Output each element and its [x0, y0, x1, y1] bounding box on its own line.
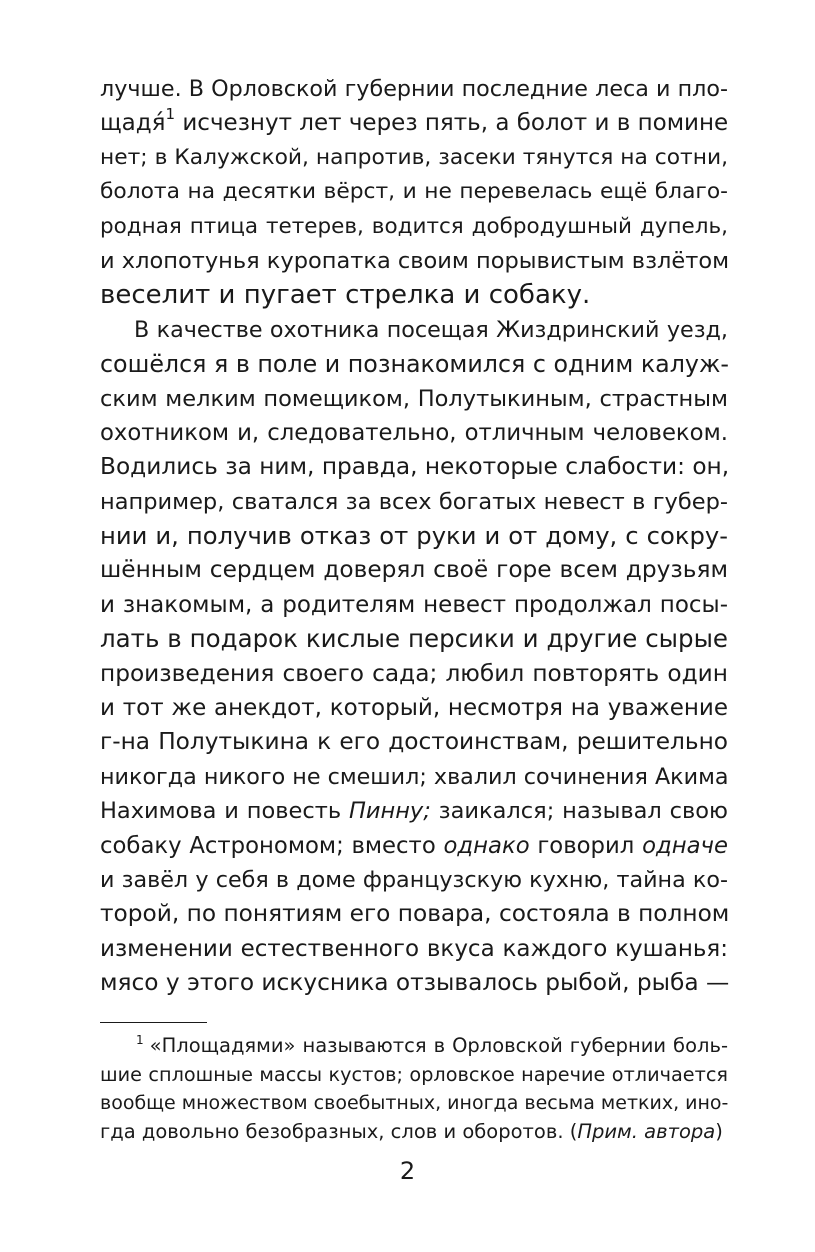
text-run: произведения своего сада; любил повторять один — [100, 659, 728, 687]
text-run: лучше. В Орловской губернии последние леса и пло- — [100, 76, 728, 102]
text-line — [100, 622, 728, 656]
italic-text: Прим. автора — [577, 1119, 716, 1143]
text-line — [100, 347, 728, 381]
text-run: ским мелким помещиком, Полутыкиным, страстным — [100, 385, 728, 412]
text-run: лать в подарок кислые персики и другие сырые — [100, 624, 728, 654]
text-run: «Площадями» называются в Орловской губернии боль- — [149, 1034, 728, 1057]
footnote-reference: 1 — [165, 105, 176, 124]
text-line — [100, 519, 728, 553]
text-line — [100, 966, 728, 1000]
text-line — [100, 382, 728, 416]
text-run: и знакомым, а родителям невест продолжал посы- — [100, 591, 728, 618]
text-run: никогда никого не смешил; хвалил сочинения Акима — [100, 763, 729, 790]
text-run: говорил — [529, 832, 643, 859]
italic-text: Пинну; — [348, 798, 431, 825]
text-run: собаку Астрономом; вместо — [100, 832, 444, 859]
text-run: исчезнут лет через пять, а болот и в помине — [175, 110, 729, 137]
text-line — [100, 760, 728, 794]
text-line — [100, 416, 728, 450]
text-run: В качестве охотника посещая Жиздринский уезд, — [134, 316, 728, 343]
text-line — [100, 863, 728, 897]
text-line — [100, 141, 728, 175]
text-line — [100, 278, 728, 312]
text-line — [100, 72, 728, 106]
text-line — [100, 691, 728, 725]
text-run: и хлопотунья куропатка своим порывистым взлётом — [100, 247, 730, 274]
text-run: мясо у этого искусника отзывалось рыбой, рыба — — [100, 969, 730, 997]
italic-text: одначе — [642, 832, 728, 859]
text-run: гда довольно безобразных, слов и оборотов. ( — [100, 1119, 578, 1143]
text-run: нет; в Калужской, напротив, засеки тянутся на сотни, — [100, 144, 728, 170]
text-line — [100, 553, 728, 587]
footnote-line — [100, 1118, 728, 1147]
text-run: Нахимова и повесть — [100, 798, 349, 825]
text-line — [100, 106, 728, 140]
text-line — [100, 725, 728, 759]
text-run: родная птица тетерев, водится добродушный дупель, — [100, 213, 728, 239]
text-run: веселит и пугает стрелка и собаку. — [100, 280, 591, 311]
text-line — [100, 932, 728, 966]
text-run: г-на Полутыкина к его достоинствам, решительно — [100, 728, 728, 756]
footnote-separator — [100, 1022, 207, 1023]
text-run: и тот же анекдот, который, несмотря на уважение — [100, 695, 728, 722]
text-line — [100, 794, 728, 828]
text-run: охотником и, следовательно, отличным человеком. — [100, 419, 728, 446]
footnote — [100, 1032, 728, 1146]
text-run: Водились за ним, правда, некоторые слабости: он, — [100, 453, 730, 481]
text-line — [100, 829, 728, 863]
text-run: шённым сердцем доверял своё горе всем друзьям — [100, 556, 728, 584]
text-run: щадя́ — [100, 110, 166, 137]
italic-text: однако — [443, 832, 530, 859]
text-run: и завёл у себя в доме французскую кухню, тайна ко- — [100, 866, 728, 893]
footnote-marker: 1 — [136, 1033, 144, 1047]
text-line — [100, 210, 728, 244]
text-run: ) — [715, 1119, 723, 1143]
text-run: торой, по понятиям его повара, состояла в полном — [100, 900, 730, 928]
text-line — [100, 175, 728, 209]
text-run: нии и, получив отказ от руки и от дому, с сокру- — [100, 521, 728, 551]
text-run: изменении естественного вкуса каждого кушанья: — [100, 935, 728, 962]
text-run: заикался; называл свою — [430, 798, 728, 825]
text-line — [100, 313, 728, 347]
text-run: например, сватался за всех богатых невест в губер- — [100, 488, 728, 515]
main-text — [100, 72, 728, 1001]
text-run: шие сплошные массы кустов; орловское наречие отличается — [100, 1062, 728, 1086]
text-run: болота на десятки вёрст, и не перевелась ещё благо- — [100, 179, 728, 205]
text-run: вообще множеством своебытных, иногда весьма метких, ино- — [100, 1092, 729, 1115]
text-run: сошёлся я в поле и познакомился с одним калуж- — [100, 350, 729, 379]
page-number: 2 — [399, 1157, 416, 1185]
footnote-line — [100, 1089, 728, 1118]
text-line — [100, 588, 728, 622]
footnote-line — [100, 1032, 728, 1061]
text-line — [100, 657, 728, 691]
text-line — [100, 485, 728, 519]
text-line — [100, 244, 728, 278]
footnote-line — [100, 1061, 728, 1090]
text-line — [100, 450, 728, 484]
text-line — [100, 897, 728, 931]
